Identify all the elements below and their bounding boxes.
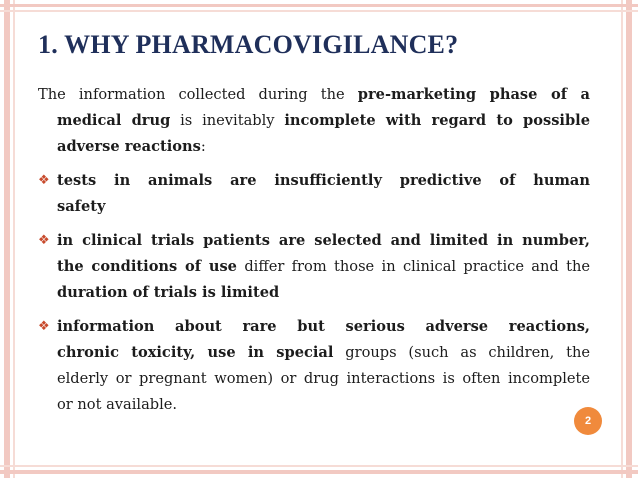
page-number-badge: 2 (574, 407, 602, 435)
intro-text-3: : (200, 138, 206, 155)
bullet-1-line-2 (57, 194, 590, 220)
intro-line-3 (38, 134, 590, 160)
bullet-3-line-2 (57, 340, 590, 366)
slide-title: 1. WHY PHARMACOVIGILANCE? (38, 30, 459, 59)
diamond-bullet-icon: ❖ (38, 233, 50, 248)
bullet-1-bold-2: safety (57, 198, 106, 215)
slide-border-left (4, 0, 10, 478)
bullet-3-text-1: groups (such as children, the (333, 344, 590, 361)
slide-border-bottom-inner (0, 465, 638, 467)
bullet-2-line-3 (57, 280, 590, 306)
intro-bold-3: incomplete with regard to possible (284, 112, 590, 129)
diamond-bullet-icon: ❖ (38, 173, 50, 188)
bullet-2-line-1 (57, 228, 590, 254)
bullet-3-text-2: elderly or pregnant women) or drug interactions is often incomplete (57, 370, 590, 387)
intro-bold-4: adverse reactions (57, 138, 201, 155)
bullet-2-bold-3: duration of trials is limited (57, 284, 280, 301)
slide-border-top (0, 4, 638, 7)
bullet-item-clinical-trials (38, 228, 590, 306)
diamond-bullet-icon: ❖ (38, 319, 50, 334)
intro-line-1 (38, 82, 590, 108)
bullet-2-bold-2: the conditions of use (57, 258, 237, 275)
slide-border-right (626, 0, 632, 478)
bullet-3-line-3 (57, 366, 590, 392)
bullet-item-rare-reactions (38, 314, 590, 418)
slide-body (38, 82, 590, 418)
intro-text-1: The information collected during the (38, 86, 358, 103)
bullet-3-line-4 (57, 392, 590, 418)
bullet-item-animals (38, 168, 590, 220)
bullet-2-text-1: differ from those in clinical practice and the (236, 258, 590, 275)
bullet-2-bold-1: in clinical trials patients are selected and limited in number, (57, 232, 590, 249)
bullet-3-bold-1: information about rare but serious adverse reactions, (57, 318, 590, 335)
slide-border-bottom (0, 470, 638, 474)
bullet-3-bold-2: chronic toxicity, use in special (57, 344, 334, 361)
intro-bold-2: medical drug (57, 112, 171, 129)
intro-text-2: is inevitably (170, 112, 285, 129)
bullet-1-line-1 (57, 168, 590, 194)
slide-border-right-inner (621, 0, 623, 478)
intro-bold-1: pre-marketing phase of a (357, 86, 590, 103)
bullet-1-bold-1: tests in animals are insufficiently predictive of human (57, 172, 590, 189)
intro-paragraph (38, 82, 590, 160)
slide-border-top-inner (0, 10, 638, 12)
slide-border-left-inner (13, 0, 15, 478)
intro-line-2 (38, 108, 590, 134)
bullet-3-text-3: or not available. (57, 396, 178, 413)
bullet-3-line-1 (57, 314, 590, 340)
bullet-2-line-2 (57, 254, 590, 280)
